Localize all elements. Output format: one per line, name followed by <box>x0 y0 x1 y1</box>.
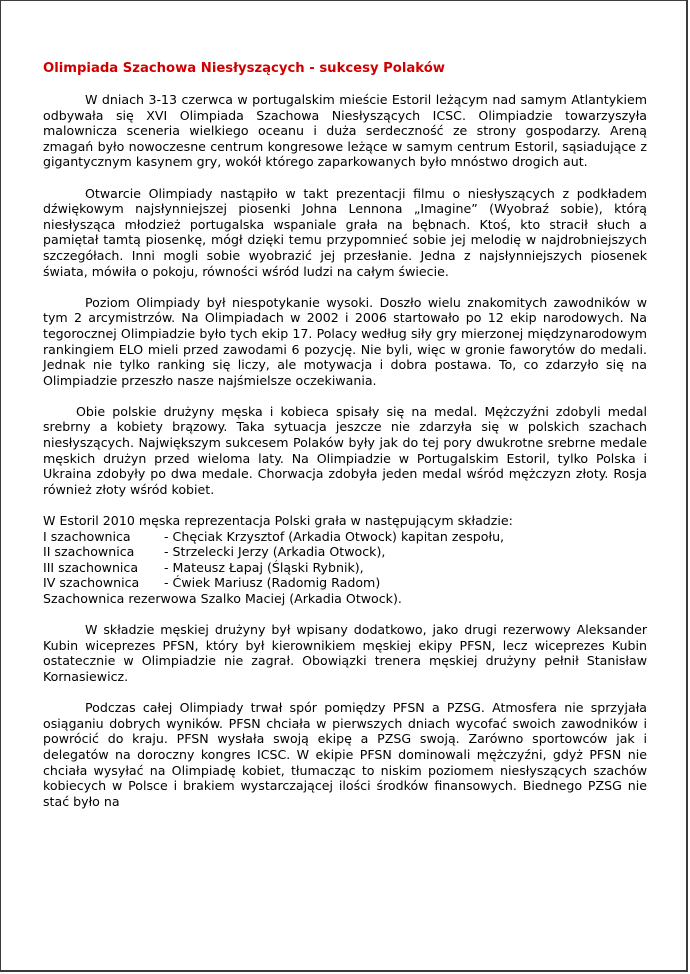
paragraph-2: Otwarcie Olimpiady nastąpiło w takt prezentacji filmu o niesłyszących z podkładem dźwiękowym najsłynniejszej piosenki Johna Lennona „Imagine” (Wyobraź sobie), którą niesłysząca młodzież portugalska wspaniale grała na bębnach. Ktoś, kto stracił słuch a pamiętał tamtą piosenkę, mógł dzięki temu przypomnieć sobie jej melodię w najdrobniejszych szczegółach. Inni mogli sobie wyobrazić jej przesłanie. Jedna z najsłynniejszych piosenek świata, mówiła o pokoju, równości wśród ludzi na całym świecie. <box>43 185 647 279</box>
paragraph-4: Obie polskie drużyny męska i kobieca spisały się na medal. Mężczyźni zdobyli medal srebrny a kobiety brązowy. Taka sytuacja jeszcze nie zdarzyła się w polskich szachach niesłyszących. Największym sukcesem Polaków były jak do tej pory dwukrotne srebrne medale męskich drużyn przed wieloma laty. Na Olimpiadzie w Portugalskim Estoril, tylko Polska i Ukraina zdobyły po dwa medale. Chorwacja zdobyła jeden medal wśród mężczyzn złoty. Rosja również złoty wśród kobiet. <box>43 403 647 497</box>
board-player: - Strzelecki Jerzy (Arkadia Otwock), <box>164 544 386 560</box>
board-label: III szachownica <box>43 559 139 575</box>
team-lineup <box>43 513 647 607</box>
lineup-reserve: Szachownica rezerwowa Szalko Maciej (Arkadia Otwock). <box>43 591 402 606</box>
paragraph-3: Poziom Olimpiady był niespotykanie wysoki. Doszło wielu znakomitych zawodników w tym 2 arcymistrzów. Na Olimpiadach w 2002 i 2006 startowało po 12 ekip narodowych. Na tegorocznej Olimpiadzie było tych ekip 17. Polacy według siły gry mierzonej międzynarodowym rankingiem ELO mieli przed zawodami 6 pozycję. Nie byli, więc w gronie faworytów do medali. Jednak nie tylko ranking się liczy, ale motywacja i dobra postawa. To, co zdarzyło się na Olimpiadzie przeszło nasze najśmielsze oczekiwania. <box>43 294 647 388</box>
lineup-intro: W Estoril 2010 męska reprezentacja Polski grała w następującym składzie: <box>43 513 513 529</box>
board-player: - Ćwiek Mariusz (Radomig Radom) <box>164 575 381 591</box>
lineup-row <box>43 529 647 545</box>
lineup-row <box>43 560 647 576</box>
article-body <box>43 61 647 809</box>
board-label: I szachownica <box>43 528 131 544</box>
paragraph-6: Podczas całej Olimpiady trwał spór pomiędzy PFSN a PZSG. Atmosfera nie sprzyjała osiąganiu dobrych wyników. PFSN chciała w pierwszych dniach wycofać swoich zawodników i powrócić do kraju. PFSN wysłała swoją ekipę a PZSG swoją. Zarówno sportowców jak i delegatów na doroczny kongres ICSC. W ekipie PFSN dominowali mężczyźni, gdyż PFSN nie chciała wysyłać na Olimpiadę kobiet, tłumacząc to niskim poziomem niesłyszących szachów kobiecych w Polsce i brakiem wystarczającej ilości środków finansowych. Biednego PZSG nie stać było na <box>43 700 647 809</box>
article-title: Olimpiada Szachowa Niesłyszących - sukcesy Polaków <box>43 61 445 76</box>
paragraph-5: W składzie męskiej drużyny był wpisany dodatkowo, jako drugi rezerwowy Aleksander Kubin wiceprezes PFSN, który był kierownikiem męskiej ekipy PFSN, lecz wiceprezes Kubin ostatecznie w Olimpiadzie nie zagrał. Obowiązki trenera męskiej drużyny pełnił Stanisław Kornasiewicz. <box>43 622 647 684</box>
lineup-row <box>43 575 647 591</box>
paragraph-1: W dniach 3-13 czerwca w portugalskim mieście Estoril leżącym nad samym Atlantykiem odbywała się XVI Olimpiada Szachowa Niesłyszących ICSC. Olimpiadzie towarzyszyła malownicza sceneria wielkiego oceanu i duża serdeczność ze strony gospodarzy. Areną zmagań było nowoczesne centrum kongresowe leżące w samym centrum Estoril, sąsiadujące z gigantycznym kasynem gry, wokół którego zaparkowanych było mnóstwo drogich aut. <box>43 92 647 170</box>
board-label: IV szachownica <box>43 575 140 591</box>
board-label: II szachownica <box>43 544 135 560</box>
board-player: - Chęciak Krzysztof (Arkadia Otwock) kapitan zespołu, <box>164 528 505 544</box>
lineup-row <box>43 544 647 560</box>
board-player: - Mateusz Łapaj (Śląski Rybnik), <box>164 559 364 575</box>
